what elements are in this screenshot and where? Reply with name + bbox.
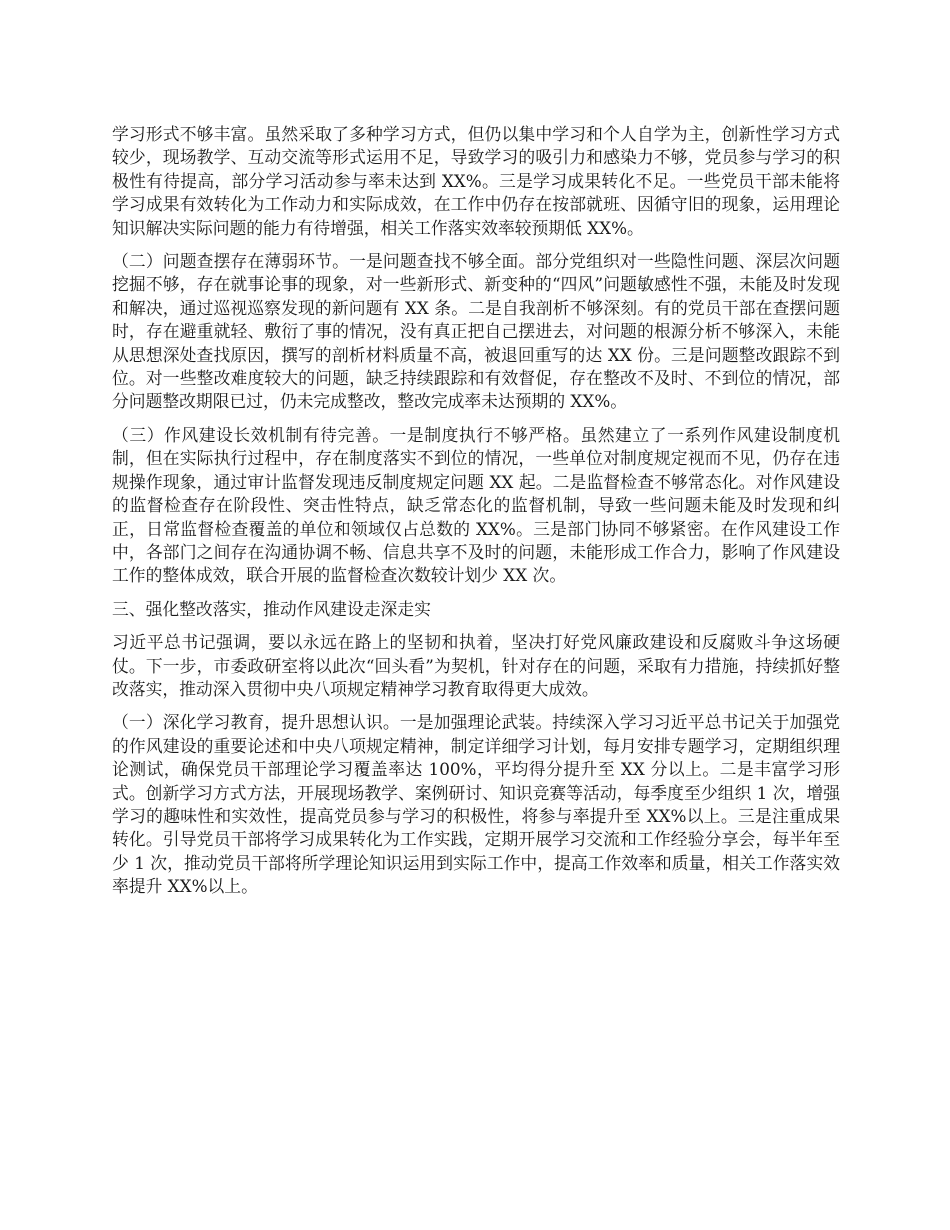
- document-body: [112, 123, 840, 909]
- paragraph-next-steps: 习近平总书记强调，要以永远在路上的坚韧和执着，坚决打好党风廉政建设和反腐败斗争这场硬仗。下一步，市委政研室将以此次“回头看”为契机，针对存在的问题，采取有力措施，持续抓好整改落实，推动深入贯彻中央八项规定精神学习教育取得更大成效。: [112, 632, 840, 699]
- paragraph-deepen-study: （一）深化学习教育，提升思想认识。一是加强理论武装。持续深入学习习近平总书记关于加强党的作风建设的重要论述和中央八项规定精神，制定详细学习计划，每月安排专题学习，定期组织理论测试，确保党员干部理论学习覆盖率达 100%，平均得分提升至 XX 分以上。二是丰富学习形式。创新学习方式方法，开展现场教学、案例研讨、知识竞赛等活动，每季度至少组织 1 次，增强学习的趣味性和实效性，提高党员参与学习的积极性，将参与率提升至 XX%以上。三是注重成果转化。引导党员干部将学习成果转化为工作实践，定期开展学习交流和工作经验分享会，每半年至少 1 次，推动党员干部将所学理论知识运用到实际工作中，提高工作效率和质量，相关工作落实效率提升 XX%以上。: [112, 712, 840, 897]
- paragraph-study-format: 学习形式不够丰富。虽然采取了多种学习方式，但仍以集中学习和个人自学为主，创新性学习方式较少，现场教学、互动交流等形式运用不足，导致学习的吸引力和感染力不够，党员参与学习的积极性有待提高，部分学习活动参与率未达到 XX%。三是学习成果转化不足。一些党员干部未能将学习成果有效转化为工作动力和实际成效，在工作中仍存在按部就班、因循守旧的现象，运用理论知识解决实际问题的能力有待增强，相关工作落实效率较预期低 XX%。: [112, 124, 840, 238]
- paragraph-problem-review: （二）问题查摆存在薄弱环节。一是问题查找不够全面。部分党组织对一些隐性问题、深层次问题挖掘不够，存在就事论事的现象，对一些新形式、新变种的“四风”问题敏感性不强，未能及时发现和解决，通过巡视巡察发现的新问题有 XX 条。二是自我剖析不够深刻。有的党员干部在查摆问题时，存在避重就轻、敷衍了事的情况，没有真正把自己摆进去，对问题的根源分析不够深入，未能从思想深处查找原因，撰写的剖析材料质量不高，被退回重写的达 XX 份。三是问题整改跟踪不到位。对一些整改难度较大的问题，缺乏持续跟踪和有效督促，存在整改不及时、不到位的情况，部分问题整改期限已过，仍未完成整改，整改完成率未达预期的 XX%。: [112, 251, 840, 412]
- section-heading-three: 三、强化整改落实，推动作风建设走深走实: [112, 598, 431, 619]
- paragraph-long-term-mechanism: （三）作风建设长效机制有待完善。一是制度执行不够严格。虽然建立了一系列作风建设制度机制，但在实际执行过程中，存在制度落实不到位的情况，一些单位对制度规定视而不见，仍存在违规操作现象，通过审计监督发现违反制度规定问题 XX 起。二是监督检查不够常态化。对作风建设的监督检查存在阶段性、突击性特点，缺乏常态化的监督机制，导致一些问题未能及时发现和纠正，日常监督检查覆盖的单位和领域仅占总数的 XX%。三是部门协同不够紧密。在作风建设工作中，各部门之间存在沟通协调不畅、信息共享不及时的问题，未能形成工作合力，影响了作风建设工作的整体成效，联合开展的监督检查次数较计划少 XX 次。: [112, 424, 840, 586]
